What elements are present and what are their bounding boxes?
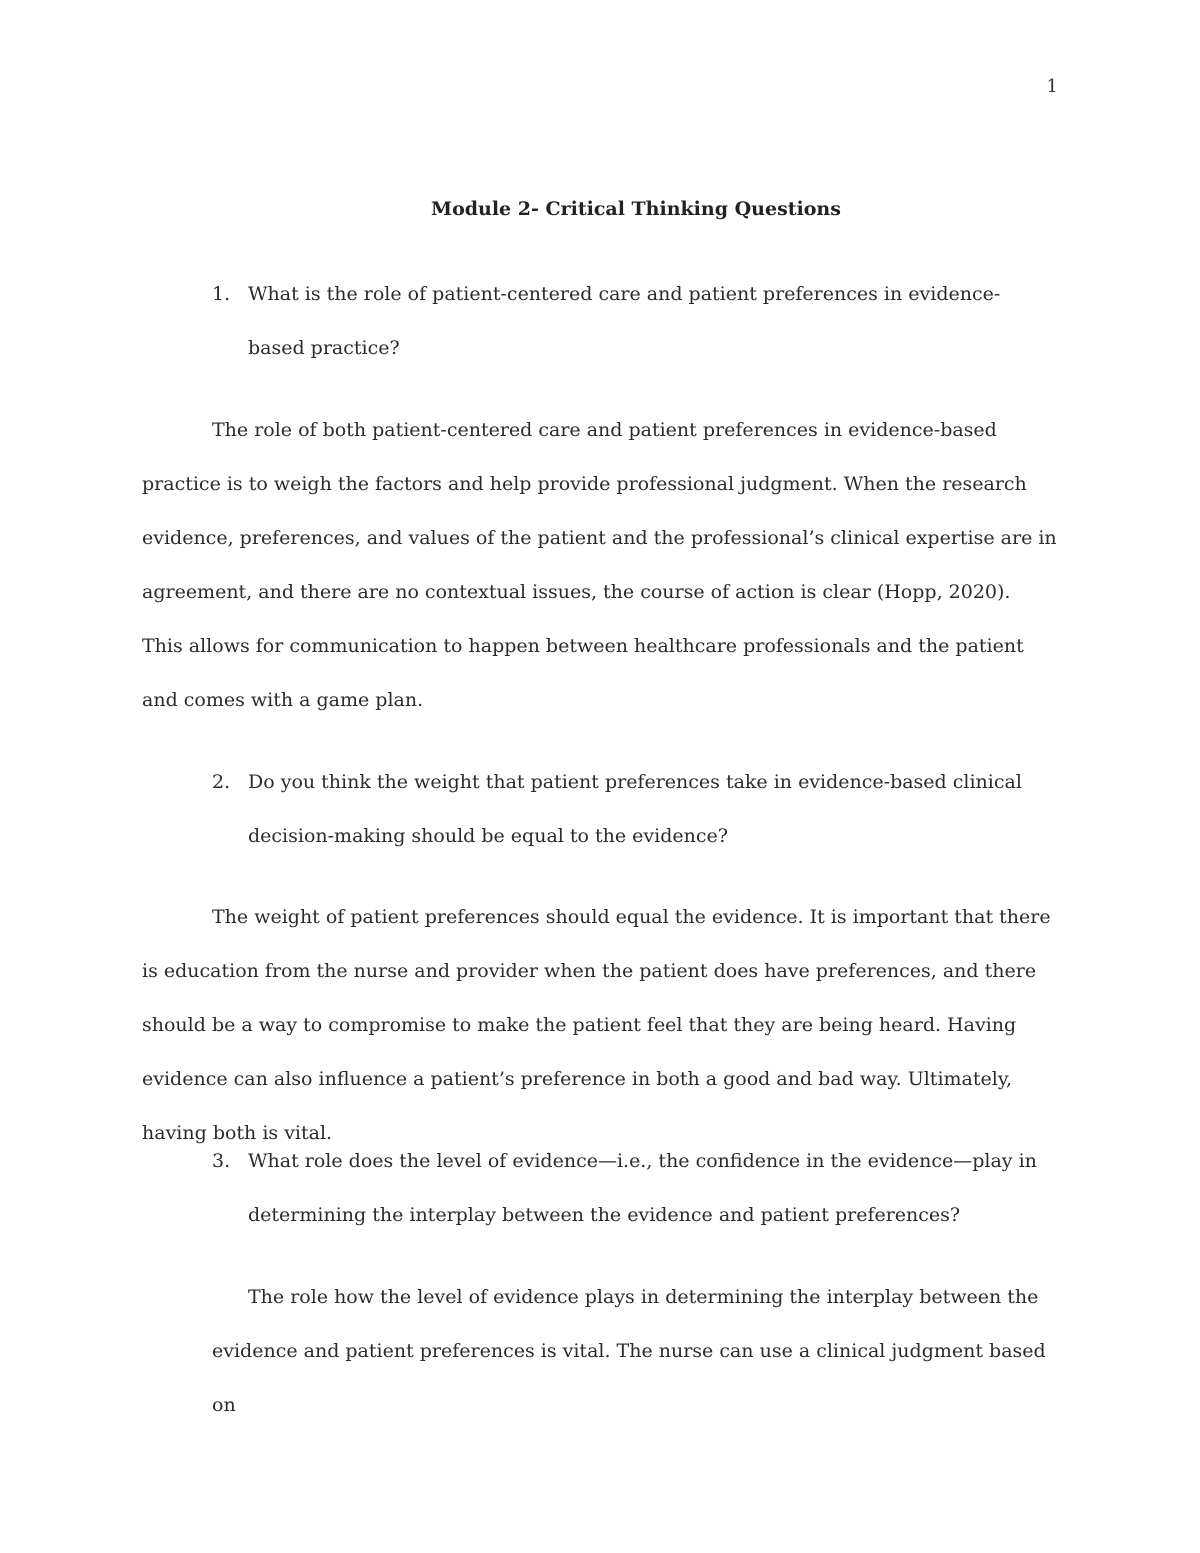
document-title: Module 2- Critical Thinking Questions bbox=[431, 198, 841, 220]
page-number: 1 bbox=[1046, 76, 1058, 97]
answer-2: The weight of patient preferences should equal the evidence. It is important that there is education from the nurse and provider when the patient does have preferences, and there should be a way to compromise to make the patient feel that they are being heard. Having evidence can also influence a patient’s preference in both a good and bad way. Ultimately, having both is vital. bbox=[142, 906, 1051, 1144]
question-number: 3. bbox=[212, 1150, 231, 1172]
question-3 bbox=[212, 1134, 1052, 1242]
question-2 bbox=[212, 755, 1052, 863]
question-1 bbox=[212, 267, 1052, 375]
question-number: 1. bbox=[212, 283, 231, 305]
question-text: What role does the level of evidence—i.e., the confidence in the evidence—play in determining the interplay between the evidence and patient preferences? bbox=[248, 1150, 1037, 1226]
answer-3: The role how the level of evidence plays in determining the interplay between the evidence and patient preferences is vital. The nurse can use a clinical judgment based on bbox=[212, 1286, 1046, 1416]
question-text: Do you think the weight that patient preferences take in evidence-based clinical decision-making should be equal to the evidence? bbox=[248, 771, 1022, 847]
question-text: What is the role of patient-centered care and patient preferences in evidence-based practice? bbox=[248, 283, 1001, 359]
answer-1: The role of both patient-centered care and patient preferences in evidence-based practice is to weigh the factors and help provide professional judgment. When the research evidence, preferences, and values of the patient and the professional’s clinical expertise are in agreement, and there are no contextual issues, the course of action is clear (Hopp, 2020). This allows for communication to happen between healthcare professionals and the patient and comes with a game plan. bbox=[142, 419, 1057, 711]
question-number: 2. bbox=[212, 771, 231, 793]
